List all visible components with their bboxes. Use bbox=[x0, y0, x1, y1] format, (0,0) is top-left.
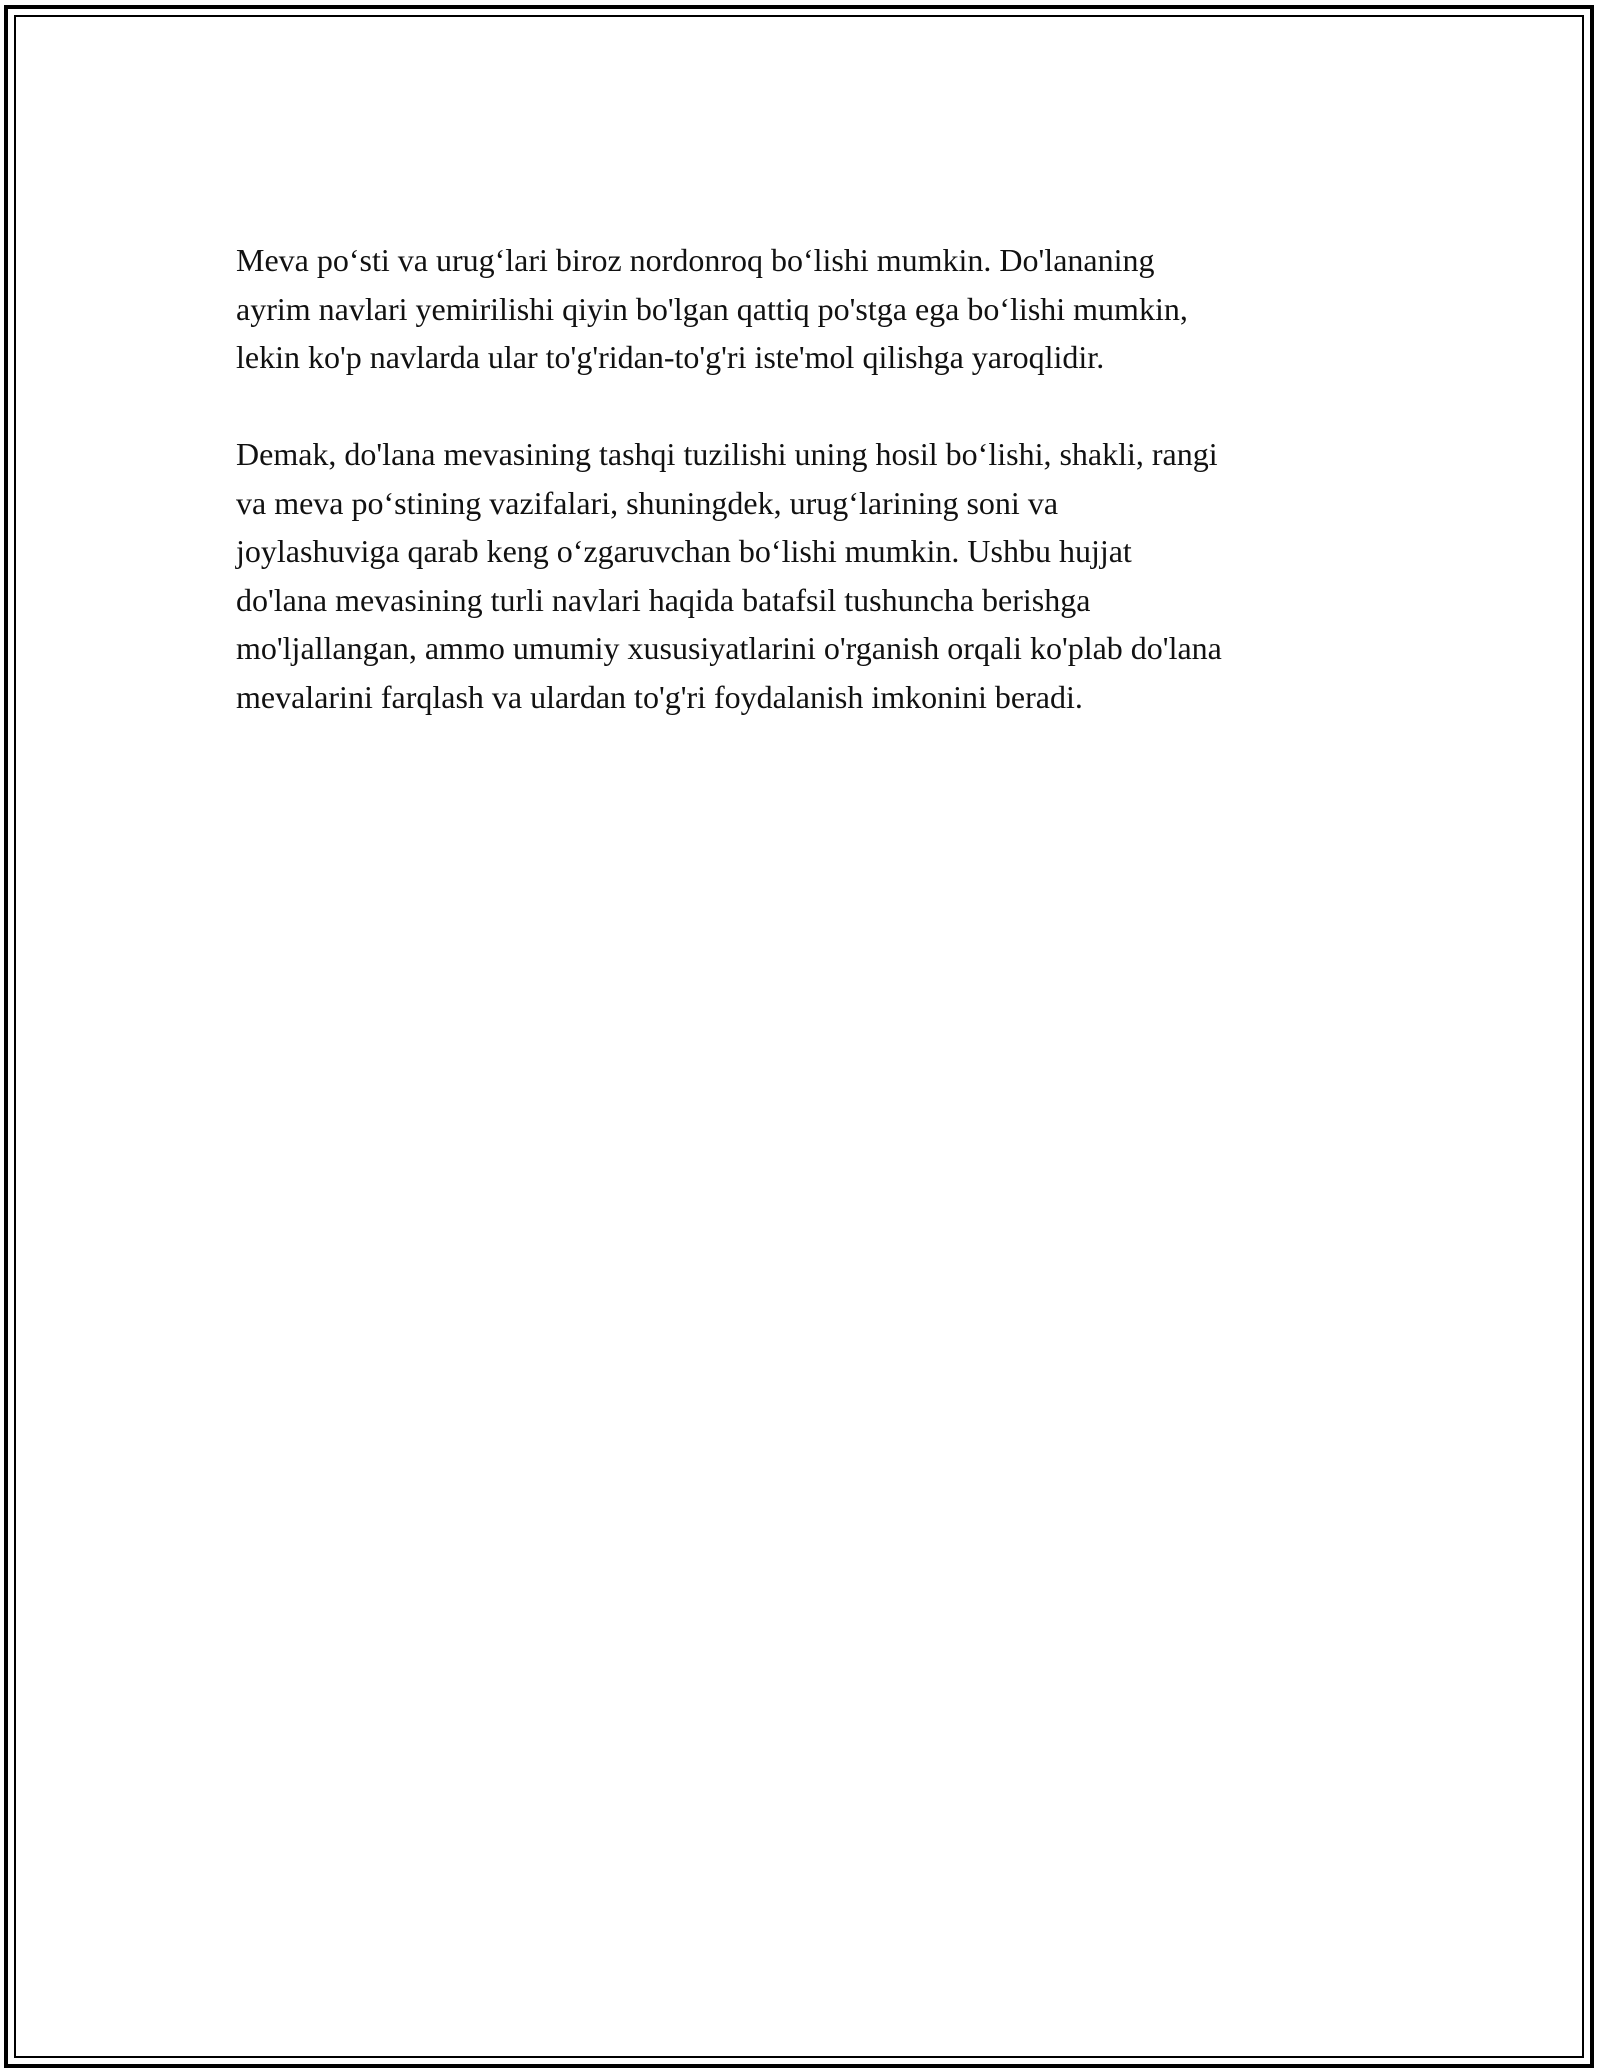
paragraph-1-line-3: lekin ko'p navlarda ular to'g'ridan-to'g'ri iste'mol qilishga yaroqlidir. bbox=[236, 339, 1105, 375]
paragraph-2-line-6: mevalarini farqlash va ulardan to'g'ri foydalanish imkonini beradi. bbox=[236, 678, 1083, 715]
paragraph-2-line-1: Demak, do'lana mevasining tashqi tuzilishi uning hosil bo‘lishi, shakli, rangi bbox=[236, 436, 1218, 472]
paragraph-1 bbox=[236, 236, 1386, 382]
paragraph-2-line-3: joylashuviga qarab keng o‘zgaruvchan bo‘lishi mumkin. Ushbu hujjat bbox=[236, 533, 1132, 569]
paragraph-2 bbox=[236, 430, 1386, 721]
paragraph-1-line-1: Meva po‘sti va urug‘lari biroz nordonroq bo‘lishi mumkin. Do'lananing bbox=[236, 242, 1155, 278]
document-body bbox=[236, 236, 1386, 721]
paragraph-2-line-2: va meva po‘stining vazifalari, shuningdek, urug‘larining soni va bbox=[236, 484, 1059, 521]
paragraph-2-line-4: do'lana mevasining turli navlari haqida batafsil tushuncha berishga bbox=[236, 581, 1091, 618]
paragraph-1-line-2: ayrim navlari yemirilishi qiyin bo'lgan qattiq po'stga ega bo‘lishi mumkin, bbox=[236, 290, 1188, 327]
paragraph-2-line-5: mo'ljallangan, ammo umumiy xususiyatlarini o'rganish orqali ko'plab do'lana bbox=[236, 630, 1222, 666]
